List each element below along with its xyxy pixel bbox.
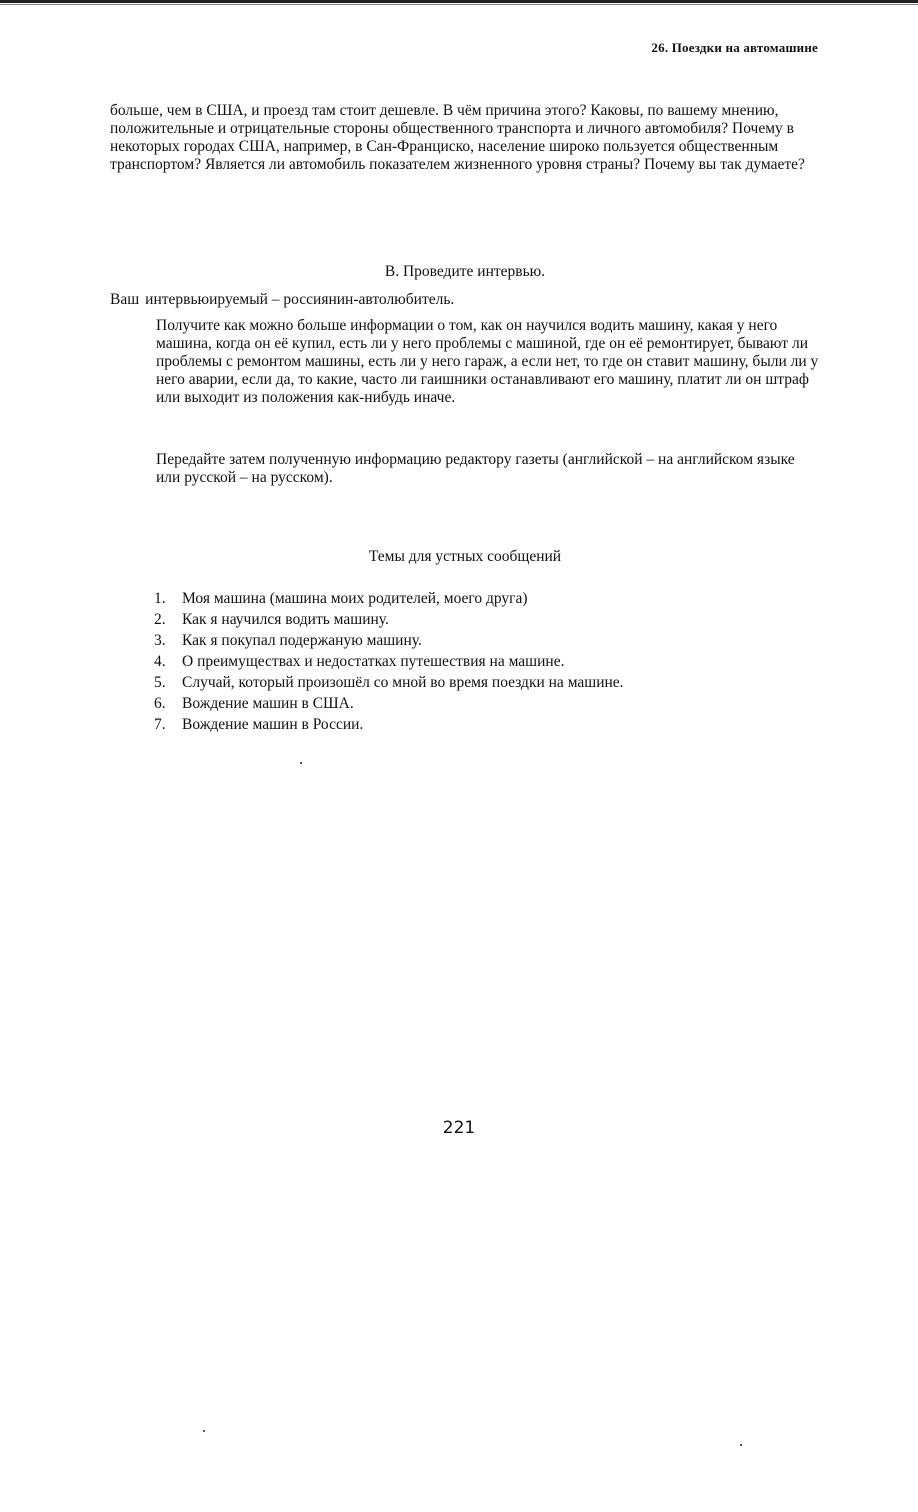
list-item [154, 630, 624, 651]
list-item-text: Вождение машин в США. [182, 695, 354, 712]
scan-border-top [0, 0, 918, 3]
list-item [154, 672, 624, 693]
list-item-number: 3. [154, 632, 166, 649]
paragraph-intro: больше, чем в США, и проезд там стоит дешевле. В чём причина этого? Каковы, по вашему мнению, положительные и отрицательные стороны общественного транспорта и личного автомобиля? Почему в некоторых городах США, например, в Сан-Франциско, население широко пользуется общественным транспортом? Является ли автомобиль показателем жизненного уровня страны? Почему вы так думаете? [110, 102, 805, 173]
topics-heading: Темы для устных сообщений [368, 548, 562, 565]
list-item-number: 7. [154, 716, 166, 733]
list-item-text: О преимуществах и недостатках путешествия на машине. [182, 653, 565, 670]
list-item-number: 4. [154, 653, 166, 670]
interviewee-text: интервьюируемый – россиянин-автолюбитель. [145, 291, 455, 308]
page-number: 221 [442, 1118, 476, 1138]
list-item-text: Как я научился водить машину. [182, 611, 389, 628]
scan-speck [300, 762, 302, 764]
list-item-text: Случай, который произошёл со мной во время поездки на машине. [182, 674, 624, 691]
interview-instructions: Получите как можно больше информации о том, как он научился водить машину, какая у него машина, когда он её купил, есть ли у него проблемы с машиной, где он её ремонтирует, бывают ли проблемы с ремонтом машины, есть ли у него гараж, а если нет, то где он ставит машину, были ли у него аварии, если да, то какие, часто ли гаишники останавливают его машину, платит ли он штраф или выходит из положения как-нибудь иначе. [156, 317, 819, 406]
list-item-number: 2. [154, 611, 166, 628]
interviewee-line [110, 291, 820, 309]
topics-list [154, 588, 624, 735]
scan-border-shadow [0, 4, 918, 5]
interviewee-label: Ваш [110, 291, 140, 308]
list-item-number: 1. [154, 590, 166, 607]
list-item-text: Как я покупал подержаную машину. [182, 632, 422, 649]
list-item-text: Моя машина (машина моих родителей, моего друга) [182, 590, 528, 607]
running-head: 26. Поездки на автомашине [651, 40, 818, 55]
list-item [154, 693, 624, 714]
list-item [154, 714, 624, 735]
scan-speck [740, 1444, 742, 1446]
list-item-text: Вождение машин в России. [182, 716, 364, 733]
list-item [154, 609, 624, 630]
section-b-heading: В. Проведите интервью. [384, 263, 546, 280]
list-item [154, 588, 624, 609]
list-item-number: 5. [154, 674, 166, 691]
list-item [154, 651, 624, 672]
scan-speck [203, 1430, 205, 1432]
list-item-number: 6. [154, 695, 166, 712]
interview-follow-up: Передайте затем полученную информацию редактору газеты (английской – на английском языке или русской – на русском). [156, 451, 795, 486]
